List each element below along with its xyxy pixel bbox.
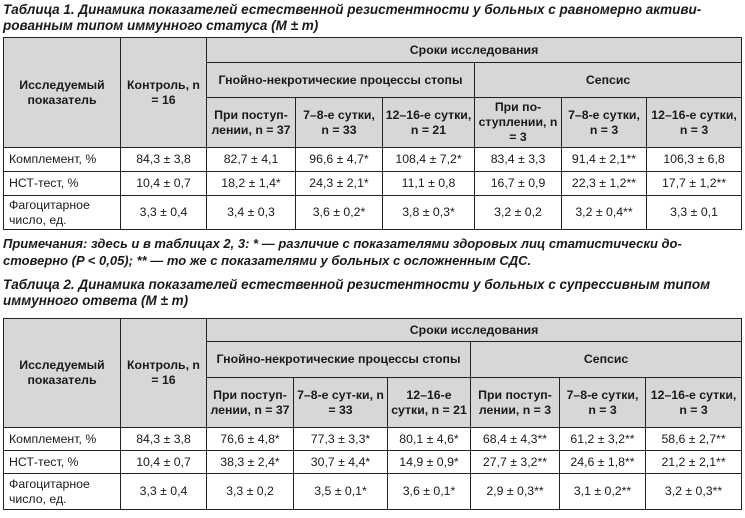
cell: 11,1 ± 0,8 [383, 172, 475, 196]
cell: 38,3 ± 2,4* [207, 451, 294, 474]
cell: 80,1 ± 4,6* [388, 428, 471, 451]
table-row [4, 474, 742, 510]
table1-header-periods: Сроки исследования [207, 38, 742, 63]
cell: 22,3 ± 1,2** [562, 172, 647, 196]
table-row [4, 428, 742, 451]
table-row [4, 172, 742, 196]
cell: 83,4 ± 3,3 [475, 148, 562, 172]
cell: 27,7 ± 3,2** [471, 451, 560, 474]
cell: 10,4 ± 0,7 [121, 451, 207, 474]
cell: 3,1 ± 0,2** [560, 474, 646, 510]
table-row [4, 451, 742, 474]
table2-subheader: 12–16-е сутки, n = 3 [646, 378, 742, 428]
table1 [3, 37, 742, 230]
table1-subheader: 7–8-е сутки, n = 3 [562, 98, 647, 148]
cell: 82,7 ± 4,1 [207, 148, 296, 172]
cell: 106,3 ± 6,8 [647, 148, 742, 172]
row-label: НСТ-тест, % [4, 451, 121, 474]
cell: 14,9 ± 0,9* [388, 451, 471, 474]
cell: 3,2 ± 0,2 [475, 196, 562, 230]
table2-subheader: При поступ-лении, n = 3 [471, 378, 560, 428]
cell: 3,5 ± 0,1* [294, 474, 388, 510]
cell: 84,3 ± 3,8 [121, 428, 207, 451]
table2-subheader: При поступ-лении, n = 37 [207, 378, 294, 428]
cell: 10,4 ± 0,7 [121, 172, 207, 196]
table2-subheader: 7–8-е сутки, n = 3 [560, 378, 646, 428]
table-row [4, 148, 742, 172]
cell: 21,2 ± 2,1** [646, 451, 742, 474]
cell: 3,2 ± 0,3** [646, 474, 742, 510]
table2-caption-line1: Таблица 2. Динамика показателей естественной резистентности у больных с супрессивным типом [3, 277, 711, 292]
table1-header-group-purulent: Гнойно-некротические процессы стопы [207, 63, 475, 98]
cell: 3,3 ± 0,4 [121, 196, 207, 230]
row-label: Комплемент, % [4, 428, 121, 451]
cell: 3,3 ± 0,2 [207, 474, 294, 510]
cell: 3,4 ± 0,3 [207, 196, 296, 230]
cell: 76,6 ± 4,8* [207, 428, 294, 451]
cell: 18,2 ± 1,4* [207, 172, 296, 196]
cell: 3,2 ± 0,4** [562, 196, 647, 230]
row-label: Фагоцитарное число, ед. [4, 474, 121, 510]
cell: 30,7 ± 4,4* [294, 451, 388, 474]
table1-caption-line1: Таблица 1. Динамика показателей естественной резистентности у больных с равномерно активи- [3, 2, 702, 17]
cell: 2,9 ± 0,3** [471, 474, 560, 510]
cell: 91,4 ± 2,1** [562, 148, 647, 172]
table2-header-control: Контроль, n = 16 [121, 319, 207, 428]
cell: 16,7 ± 0,9 [475, 172, 562, 196]
table2-header-indicator: Исследуемый показатель [4, 319, 121, 428]
cell: 3,3 ± 0,1 [647, 196, 742, 230]
table2-subheader: 12–16-е сутки, n = 21 [388, 378, 471, 428]
table2-header-group-sepsis: Сепсис [471, 342, 742, 378]
cell: 24,3 ± 2,1* [296, 172, 383, 196]
table-row [4, 196, 742, 230]
table1-subheader: При поступ-лении, n = 37 [207, 98, 296, 148]
cell: 3,3 ± 0,4 [121, 474, 207, 510]
cell: 3,6 ± 0,2* [296, 196, 383, 230]
table2-header-periods: Сроки исследования [207, 319, 742, 342]
cell: 58,6 ± 2,7** [646, 428, 742, 451]
table1-header-control: Контроль, n = 16 [121, 38, 207, 148]
table1-header-group-sepsis: Сепсис [475, 63, 742, 98]
row-label: Комплемент, % [4, 148, 121, 172]
table-notes-line2: стоверно (P < 0,05); ** — то же с показателями у больных с осложненным СДС. [3, 253, 532, 268]
table2-header-group-purulent: Гнойно-некротические процессы стопы [207, 342, 471, 378]
table1-subheader: 12–16-е сутки, n = 21 [383, 98, 475, 148]
table1-subheader: 12–16-е сутки, n = 3 [647, 98, 742, 148]
table-notes-line1: Примечания: здесь и в таблицах 2, 3: * — различие с показателями здоровых лиц статистически до- [3, 236, 682, 251]
table2-subheader: 7–8-е сут-ки, n = 33 [294, 378, 388, 428]
cell: 3,6 ± 0,1* [388, 474, 471, 510]
table2-caption-line2: иммунного ответа (M ± m) [3, 293, 189, 308]
cell: 108,4 ± 7,2* [383, 148, 475, 172]
cell: 24,6 ± 1,8** [560, 451, 646, 474]
cell: 3,8 ± 0,3* [383, 196, 475, 230]
row-label: Фагоцитарное число, ед. [4, 196, 121, 230]
table1-subheader: При по-ступлении, n = 3 [475, 98, 562, 148]
table1-caption-line2: рованным типом иммунного статуса (M ± m) [3, 18, 319, 33]
cell: 17,7 ± 1,2** [647, 172, 742, 196]
row-label: НСТ-тест, % [4, 172, 121, 196]
cell: 77,3 ± 3,3* [294, 428, 388, 451]
cell: 96,6 ± 4,7* [296, 148, 383, 172]
table2 [3, 318, 742, 510]
cell: 68,4 ± 4,3** [471, 428, 560, 451]
table1-header-indicator: Исследуемый показатель [4, 38, 121, 148]
cell: 61,2 ± 3,2** [560, 428, 646, 451]
cell: 84,3 ± 3,8 [121, 148, 207, 172]
table1-subheader: 7–8-е сутки, n = 33 [296, 98, 383, 148]
